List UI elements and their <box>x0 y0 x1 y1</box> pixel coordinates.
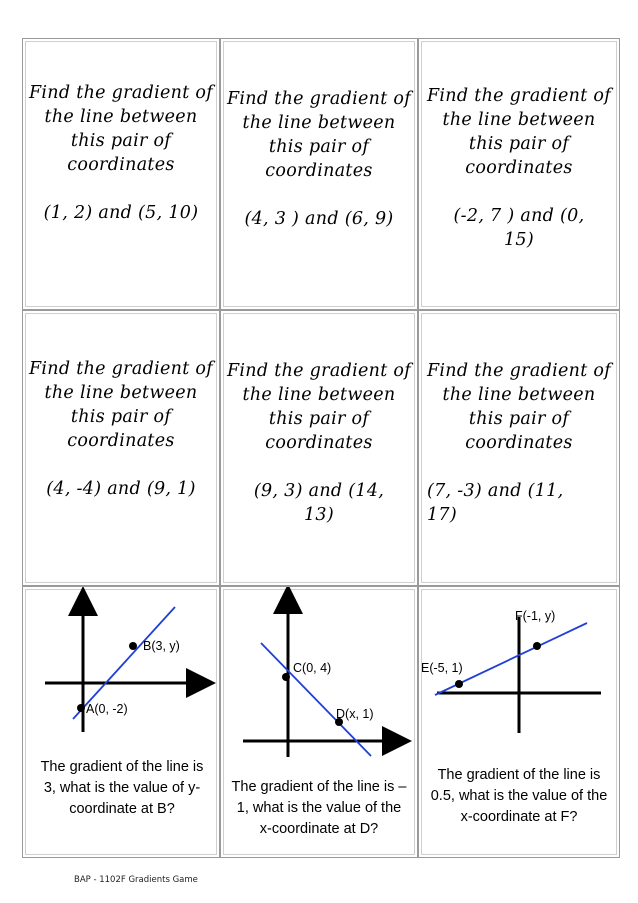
point-c <box>282 673 290 681</box>
gradient-line <box>261 643 371 756</box>
coordinate-pair: (9, 3) and (14, 13) <box>253 481 385 525</box>
point-b-label: B(3, y) <box>143 639 180 653</box>
question-card-5 <box>220 310 418 586</box>
coordinate-pair: (7, -3) and (11, 17) <box>427 481 564 525</box>
graph-card-3 <box>418 586 620 858</box>
coordinate-pair: (-2, 7 ) and (0, 15) <box>453 206 585 250</box>
graph-card-2 <box>220 586 418 858</box>
point-c-label: C(0, 4) <box>293 661 332 675</box>
question-card-3 <box>418 38 620 310</box>
question-text: Find the gradient of the line between this pair of coordinates <box>28 83 214 175</box>
question-card-6 <box>418 310 620 586</box>
point-a <box>77 704 85 712</box>
coordinate-pair: (4, 3 ) and (6, 9) <box>244 209 394 229</box>
graph-question: The gradient of the line is –1, what is the value of the x-coordinate at D? <box>231 779 407 837</box>
footer-text: BAP - 1102F Gradients Game <box>74 875 198 885</box>
question-text: Find the gradient of the line between this pair of coordinates <box>226 361 412 453</box>
point-f-label: F(-1, y) <box>515 609 556 623</box>
point-b <box>129 642 137 650</box>
point-e <box>455 680 463 688</box>
question-text: Find the gradient of the line between this pair of coordinates <box>28 359 214 451</box>
point-f <box>533 642 541 650</box>
graph-question: The gradient of the line is 3, what is the value of y-coordinate at B? <box>40 759 204 817</box>
question-text: Find the gradient of the line between this pair of coordinates <box>426 361 612 453</box>
coordinate-pair: (1, 2) and (5, 10) <box>43 203 199 223</box>
point-e-label: E(-5, 1) <box>421 661 463 675</box>
coordinate-pair: (4, -4) and (9, 1) <box>46 479 196 499</box>
point-d-label: D(x, 1) <box>336 707 374 721</box>
card-grid <box>22 38 620 858</box>
question-card-4 <box>22 310 220 586</box>
question-text: Find the gradient of the line between this pair of coordinates <box>426 86 612 178</box>
question-card-1 <box>22 38 220 310</box>
point-a-label: A(0, -2) <box>86 702 128 716</box>
question-text: Find the gradient of the line between this pair of coordinates <box>226 89 412 181</box>
graph-card-1 <box>22 586 220 858</box>
graph-question: The gradient of the line is 0.5, what is the value of the x-coordinate at F? <box>430 767 608 825</box>
question-card-2 <box>220 38 418 310</box>
